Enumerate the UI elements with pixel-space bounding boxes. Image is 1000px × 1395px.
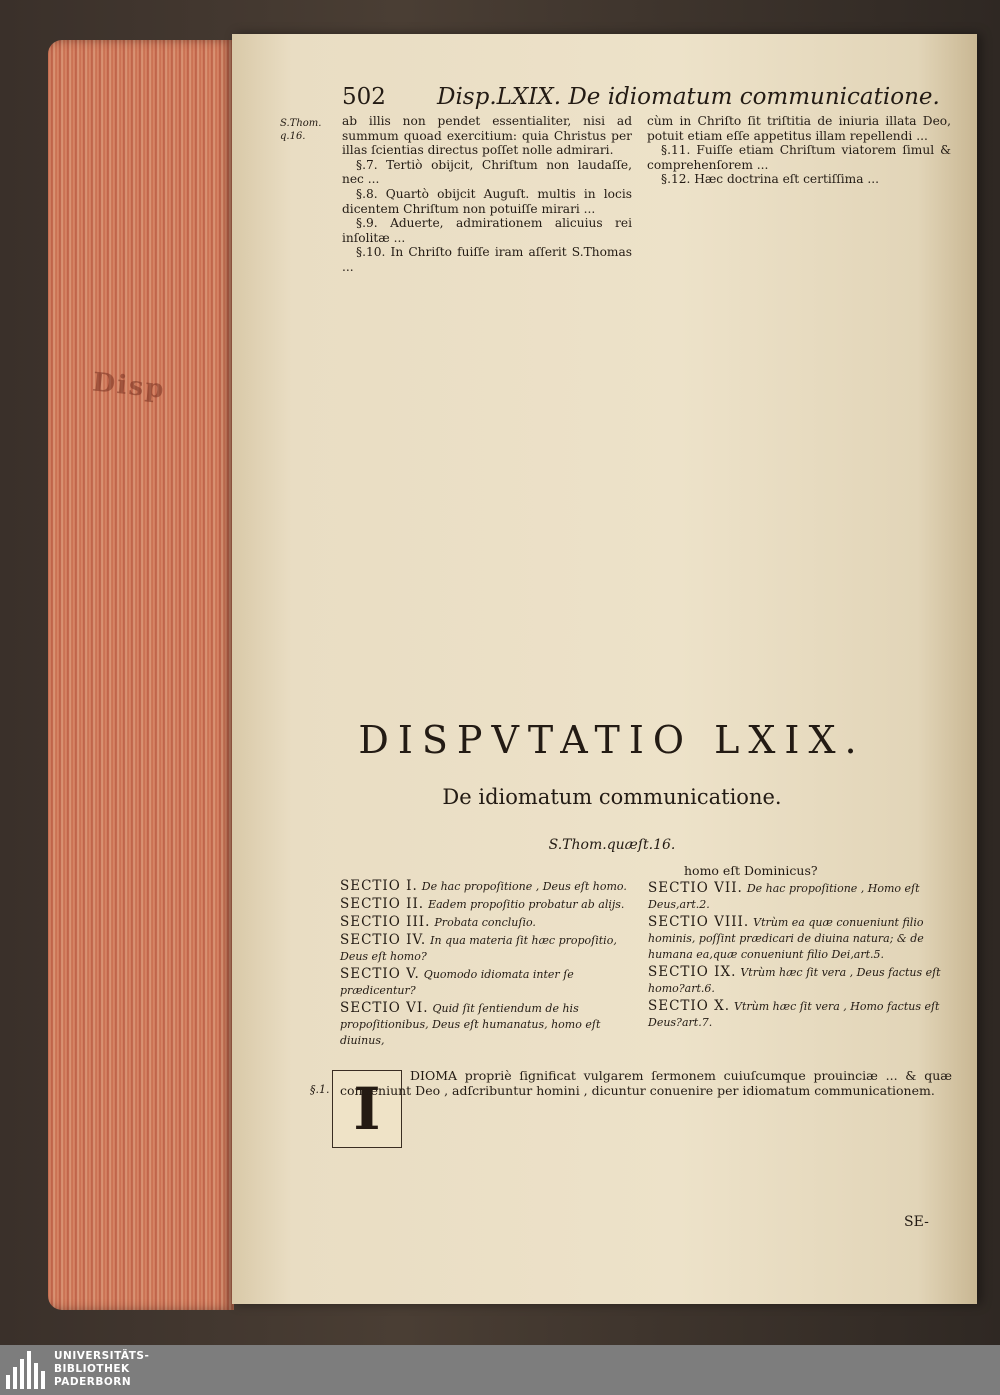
section-text: In qua materia ſit hæc propoſitio, Deus eſt homo? [340,934,617,963]
edge-stamp: Disp [91,367,168,405]
right-paragraph-1: cùm in Chriſto ſit triſtitia de iniuria illata Deo, potuit etiam eſſe appetitus illam repellendi ... [647,114,951,143]
section-entry [648,880,952,912]
right-column [647,114,951,187]
section-entry [648,998,952,1030]
section-text: Quid ſit ſentiendum de his propoſitionibus, Deus eſt humanatus, homo eſt diuinus, [340,1002,601,1047]
section-label: SECTIO I. [340,878,418,894]
thomas-reference: S.Thom.quæſt.16. [548,837,676,853]
section-label: SECTIO VIII. [648,914,750,930]
intro-block [340,1069,952,1099]
section-entry [340,914,632,930]
section-text: De hac propoſitione , Deus eſt homo. [421,880,627,893]
library-line-3: PADERBORN [54,1376,132,1388]
section-list-right [648,863,952,1032]
section-label: SECTIO VII. [648,880,743,896]
library-line-1: UNIVERSITÄTS- [54,1350,150,1362]
section-entry [648,914,952,962]
section-entry [340,896,632,912]
right-paragraph-2: §.11. Fuiſſe etiam Chriſtum viatorem ſimul & comprehenſorem ... [647,143,951,172]
intro-paragraph: DIOMA propriè ſignificat vulgarem ſermonem cuiuſcumque prouinciæ ... & quæ conueniunt Deo , adſcribuntur homini , dicuntur conuenire per idiomatum communicationem. [340,1068,952,1098]
section-text: Vtrùm hæc ſit vera , Homo factus eſt Deus?art.7. [648,1000,940,1029]
running-title: Disp.LXIX. De idiomatum communicatione. [437,84,940,110]
right-paragraph-3: §.12. Hæc doctrina eſt certiſſima ... [661,172,879,187]
section-text: De hac propoſitione , Homo eſt Deus,art.2. [648,882,920,911]
left-paragraph-2: §.7. Tertiò obijcit, Chriſtum non laudaſſe, nec ... [342,157,632,187]
section-carryover: homo eſt Dominicus? [684,863,818,878]
book-page [232,34,977,1304]
left-paragraph-1: ab illis non pendet essentialiter, nisi ad summum quoad exercitium: quia Christus per illas ſcientias directus poſſet nolle admirari. [342,114,632,158]
section-label: SECTIO III. [340,914,431,930]
section-label: SECTIO VI. [340,1000,429,1016]
library-footer [0,1345,1000,1395]
library-line-2: BIBLIOTHEK [54,1363,130,1375]
section-text: Probata concluſio. [434,916,536,929]
section-entry [340,966,632,998]
section-text: Quomodo idiomata inter ſe prædicentur? [340,968,574,997]
section-entry [340,878,632,894]
left-paragraph-4: §.9. Aduerte, admirationem alicuius rei inſolitæ ... [342,216,632,245]
section-label: SECTIO II. [340,896,425,912]
section-list-left [340,878,632,1050]
page-number: 502 [342,84,386,110]
section-label: SECTIO X. [648,998,731,1014]
paragraph-mark: §.1. [310,1083,330,1096]
drop-cap-letter: I [353,1075,381,1143]
margin-note: S.Thom. q.16. [280,118,322,142]
section-label: SECTIO IV. [340,932,427,948]
library-name [54,1350,149,1389]
section-text: Vtrùm ea quæ conueniunt filio hominis, poſſint prædicari de diuina natura; & de humana ea,quæ conueniunt filio Dei,art.5. [648,916,924,961]
left-paragraph-3: §.8. Quartò obijcit Auguſt. multis in locis dicentem Chriſtum non potuiſſe mirari ... [342,186,632,216]
section-text: Eadem propoſitio probatur ab alijs. [428,898,625,911]
section-entry [340,1000,632,1048]
page-edge-gilt [48,40,234,1310]
section-entry [648,964,952,996]
library-logo-icon [6,1351,46,1389]
disputation-subtitle: De idiomatum communicatione. [442,785,782,809]
section-text: Vtrùm hæc ſit vera , Deus factus eſt homo?art.6. [648,966,941,995]
section-label: SECTIO V. [340,966,420,982]
left-paragraph-5: §.10. In Chriſto fuiſſe iram aſſerit S.Thomas ... [342,245,632,274]
catchword: SE- [904,1214,929,1230]
section-entry [340,932,632,964]
left-column [342,114,632,275]
section-label: SECTIO IX. [648,964,737,980]
disputation-title: DISPVTATIO LXIX. [358,718,866,762]
